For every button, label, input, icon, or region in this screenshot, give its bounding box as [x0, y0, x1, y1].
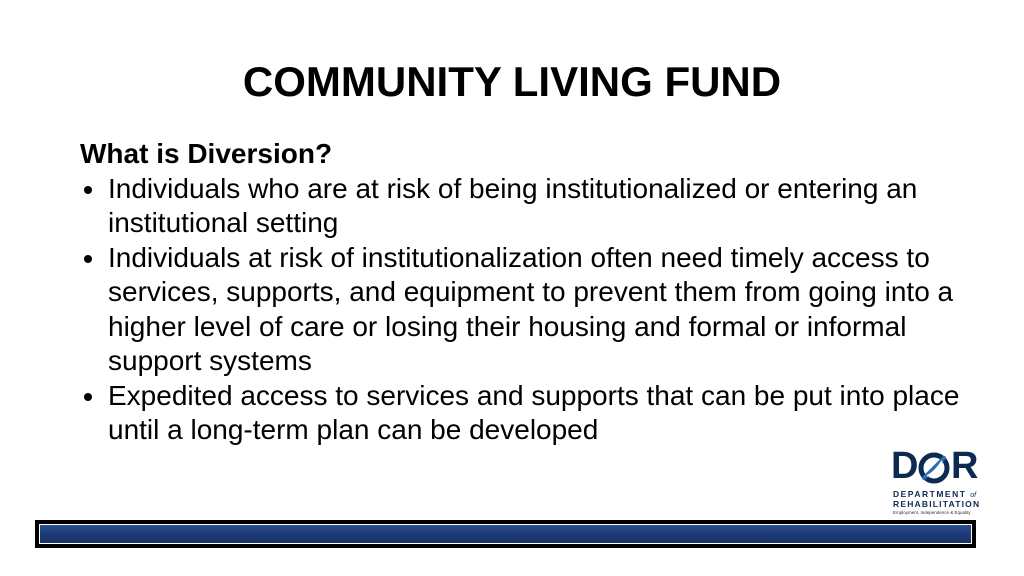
logo-letter-r: R — [951, 445, 979, 487]
bullet-icon — [84, 186, 92, 194]
bullet-item — [80, 241, 960, 379]
bullet-icon — [84, 393, 92, 401]
logo-tagline: Employment, Independence & Equality — [893, 510, 971, 515]
bullet-item — [80, 172, 960, 241]
logo-line-1-text: DEPARTMENT — [893, 489, 967, 499]
bullet-list — [80, 172, 960, 448]
bullet-item — [80, 379, 960, 448]
bullet-text: Individuals who are at risk of being institutionalized or entering an institutional setting — [108, 172, 918, 238]
section-heading: What is Diversion? — [80, 138, 333, 169]
bullet-text: Individuals at risk of institutionalization often need timely access to services, supports, and equipment to prevent them from going into a higher level of care or losing their housing and formal or informal support systems — [108, 241, 954, 376]
logo-letter-d: D — [891, 445, 919, 487]
slide-title: COMMUNITY LIVING FUND — [242, 58, 782, 105]
logo-line-1-of: of — [970, 492, 977, 499]
bullet-icon — [84, 255, 92, 263]
footer-bar-fill — [39, 524, 972, 544]
logo-line-1 — [893, 489, 976, 499]
logo-o-emblem-icon — [918, 452, 950, 484]
footer-bar — [35, 520, 976, 548]
bullet-text: Expedited access to services and supports that can be put into place until a long-term plan can be developed — [108, 379, 960, 445]
logo-mark — [891, 445, 981, 487]
dor-logo — [891, 445, 981, 519]
logo-line-2: REHABILITATION — [893, 499, 981, 509]
slide-content — [80, 137, 960, 448]
